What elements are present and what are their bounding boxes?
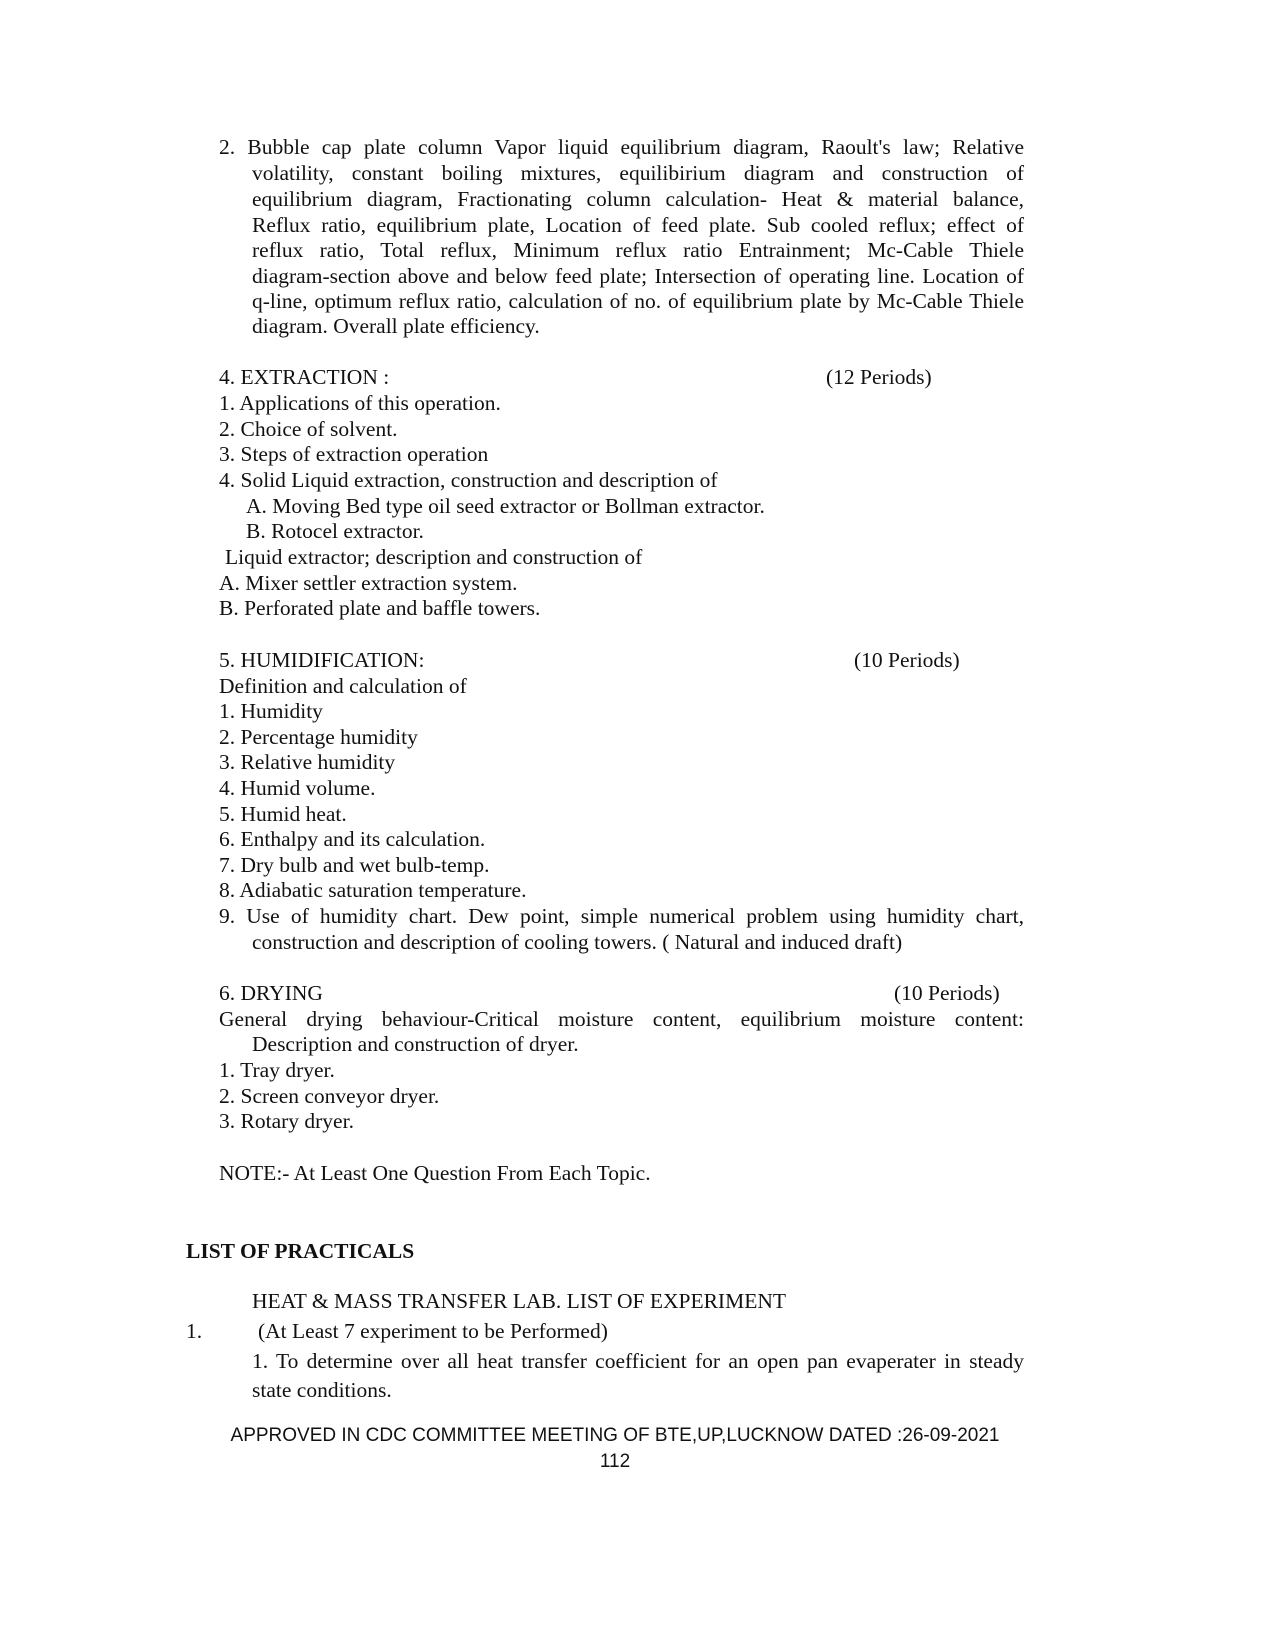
list-item: 9. Use of humidity chart. Dew point, simple numerical problem using humidity chart,	[219, 904, 1024, 928]
list-item: 3. Rotary dryer.	[219, 1109, 354, 1133]
list-item: 2. Percentage humidity	[219, 725, 418, 749]
list-item: A. Mixer settler extraction system.	[219, 571, 518, 595]
list-item: 3. Steps of extraction operation	[219, 442, 489, 466]
approval-footer: APPROVED IN CDC COMMITTEE MEETING OF BTE,UP,LUCKNOW DATED :26-09-2021	[230, 1425, 1000, 1446]
experiment-count-note: (At Least 7 experiment to be Performed)	[258, 1319, 608, 1343]
experiment-1-line-1: 1. To determine over all heat transfer coefficient for an open pan evaperater in steady	[252, 1349, 1024, 1373]
humidification-heading: 5. HUMIDIFICATION:	[219, 648, 425, 672]
page-number: 112	[599, 1451, 631, 1472]
bubble-cap-line-5: reflux ratio, Total reflux, Minimum reflux ratio Entrainment; Mc-Cable Thiele	[252, 238, 1024, 262]
bubble-cap-line-7: q-line, optimum reflux ratio, calculation of no. of equilibrium plate by Mc-Cable Thiele	[252, 289, 1024, 313]
list-item: 8. Adiabatic saturation temperature.	[219, 878, 527, 902]
list-item: B. Rotocel extractor.	[246, 519, 424, 543]
humidification-periods: (10 Periods)	[854, 648, 960, 672]
bubble-cap-line-8: diagram. Overall plate efficiency.	[252, 314, 540, 338]
list-item: 1. Humidity	[219, 699, 323, 723]
list-item: 7. Dry bulb and wet bulb-temp.	[219, 853, 490, 877]
list-item: 4. Humid volume.	[219, 776, 376, 800]
humidification-intro: Definition and calculation of	[219, 674, 467, 698]
list-item: 1. Tray dryer.	[219, 1058, 335, 1082]
list-item: 1. Applications of this operation.	[219, 391, 501, 415]
experiment-1-line-2: state conditions.	[252, 1378, 392, 1402]
list-item: 5. Humid heat.	[219, 802, 347, 826]
list-item: 6. Enthalpy and its calculation.	[219, 827, 486, 851]
bubble-cap-line-6: diagram-section above and below feed plate; Intersection of operating line. Location of	[252, 264, 1024, 288]
list-item: B. Perforated plate and baffle towers.	[219, 596, 541, 620]
list-item: 4. Solid Liquid extraction, construction and description of	[219, 468, 718, 492]
extraction-periods: (12 Periods)	[826, 365, 932, 389]
bubble-cap-line-2: volatility, constant boiling mixtures, equilibirium diagram and construction of	[252, 161, 1024, 185]
list-item-continuation: construction and description of cooling towers. ( Natural and induced draft)	[252, 930, 903, 954]
list-item: Liquid extractor; description and construction of	[225, 545, 643, 569]
drying-intro-line-1: General drying behaviour-Critical moisture content, equilibrium moisture content:	[219, 1007, 1024, 1031]
practical-number: 1.	[186, 1319, 203, 1343]
drying-intro-line-2: Description and construction of dryer.	[252, 1032, 579, 1056]
bubble-cap-line-1: 2. Bubble cap plate column Vapor liquid equilibrium diagram, Raoult's law; Relative	[219, 135, 1024, 159]
list-item: 2. Choice of solvent.	[219, 417, 398, 441]
bubble-cap-line-4: Reflux ratio, equilibrium plate, Location of feed plate. Sub cooled reflux; effect of	[252, 213, 1024, 237]
list-item: A. Moving Bed type oil seed extractor or Bollman extractor.	[246, 494, 765, 518]
note: NOTE:- At Least One Question From Each Topic.	[219, 1161, 651, 1185]
drying-periods: (10 Periods)	[894, 981, 1000, 1005]
practicals-title: LIST OF PRACTICALS	[186, 1239, 415, 1263]
list-item: 3. Relative humidity	[219, 750, 396, 774]
lab-title: HEAT & MASS TRANSFER LAB. LIST OF EXPERIMENT	[252, 1289, 786, 1313]
list-item: 2. Screen conveyor dryer.	[219, 1084, 440, 1108]
extraction-heading: 4. EXTRACTION :	[219, 365, 390, 389]
drying-heading: 6. DRYING	[219, 981, 323, 1005]
bubble-cap-line-3: equilibrium diagram, Fractionating column calculation- Heat & material balance,	[252, 187, 1024, 211]
